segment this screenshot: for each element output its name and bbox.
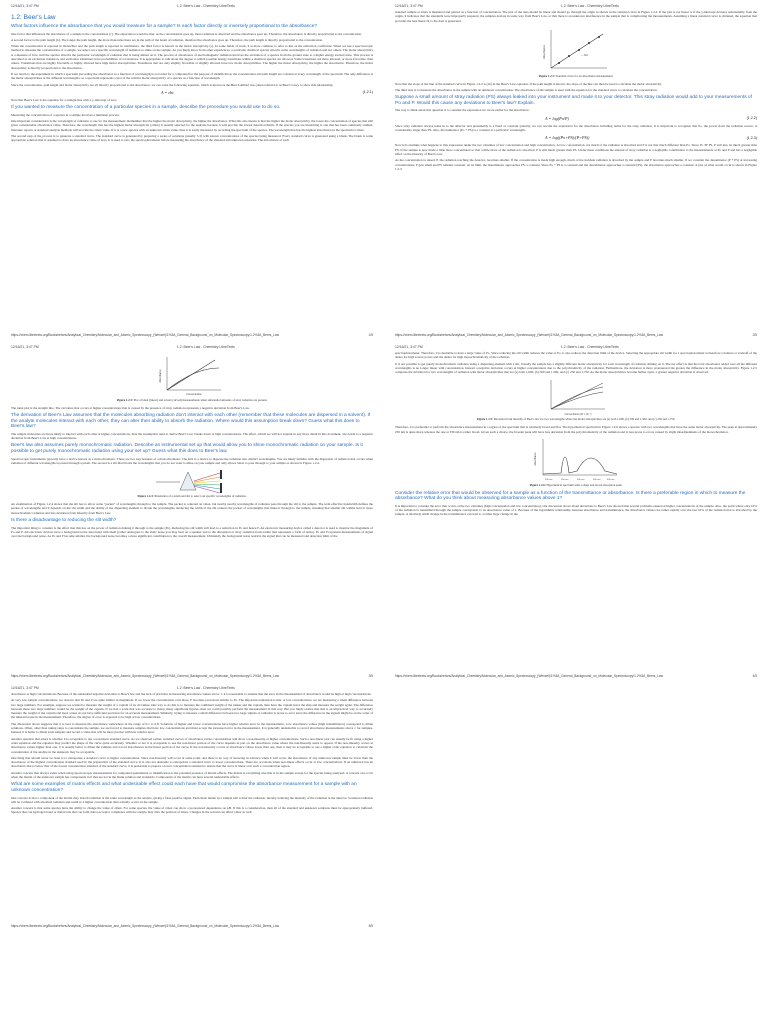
- paragraph: One thing that should never be done is to extrapolate a standard curve to higher concentrations. Since non-linearity will occur at some point, and there is no way of knowing in advance when it will occur, the absorbance of any unknown sample must be lower than the absorbance of the highest concentration standard used in the preparation of the standard curve. It is also not desirable to extrapolate a standard curve to lower concentrations. There are occasions when non-linear effects occur at low concentrations. If an unknown has an absorbance that is below that of the lowest concentration standard of the standard curve, it is preferable to prepare a lower concentration standard to ensure that the curve is linear over such a concentration region.: [11, 755, 373, 769]
- paragraph: Note that Beer's Law is the equation for a straight line with a y-intercept of zero.: [11, 97, 118, 102]
- axis-label-y: Absorbance: [159, 369, 162, 383]
- paragraph: Measuring the concentration of a species in a sample involves a multistep process.: [11, 112, 120, 117]
- paragraph: An examination of Figure 1.2.4 shows that the slit has to allow some "packet" of wavelengths through to the sample. The packet is centered on λmax, but nearby nearby wavelengths of radiation pass through the slit to the sample. The term effective bandwidth defines the packet of wavelengths and it depends on the slit width and the ability of the dispersing element to divide the wavelengths. Reducing the width of the slit reduces the packet of wavelengths that make it through to the sample, meaning that smaller slit widths lead to more monochromatic radiation and less deviation from linearity from Beer's Law.: [11, 502, 373, 515]
- paragraph: When the concentration is reported in moles/liter and the path length is reported in centimeters, the third factor is known as the molar absorptivity (ε). In some fields of work, it is more common to refer to this as the extinction coefficient. When we use a spectroscopic method to measure the concentration of a sample, we select out a specific wavelength of radiation to shine on the sample. As you likely know from other experiences, a particular chemical species absorbs some wavelengths of radiation and not others. The molar absorptivity is a measure of how well the species absorbs the particular wavelength of radiation that is being shined on it. The process of absorbance of electromagnetic radiation involves the excitation of a species from the ground state to a higher energy excited state. This process is described as an excitation transition, and excitation transitions have probabilities of occurrences. It is appropriate to talk about the degree to which possible energy transitions within a chemical species are allowed. Some transitions are more allowed, or more favorable, than others. Transitions that are highly favorable or highly allowed have high molar absorptivities. Transitions that are only slightly favorable or slightly allowed have low molar absorptivities. The higher the molar absorptivity, the higher the absorbance. Therefore, the molar absorptivity is directly proportional to the absorbance.: [11, 44, 373, 70]
- page-footer: [11, 924, 373, 928]
- stray-radiation-plot: [157, 354, 227, 398]
- paragraph: One concern is that a component of the matrix may absorb radiation at the same wavelength as the analyte, giving a false positive signal. Particulate matter in a sample will scatter the radiation, thereby reducing the intensity of the radiation at the detector. Scattered radiation will be confused with absorbed radiation and result in a higher concentration than actually occurs in the sample.: [11, 795, 373, 804]
- figure-caption: [530, 484, 623, 488]
- paragraph: spectrophotometer. Therefore, it is desirable to have a large value of Po. Since reducing the slit width reduces the value of Po, it also reduces the detection limit of the device. Selecting the appropriate slit width for a spectrophotometer is therefore a balance or tradeoff of the desire for high source power and the desire for high monochromaticity of the radiation.: [395, 351, 757, 360]
- paragraph: As the concentration is raised, P, the radiation reaching the detector, becomes smaller. If the concentration is made high enough, much of the incident radiation is absorbed by the sample and P becomes much smaller. If we consider the denominator (P + PS) at increasing concentrations, P gets small and PS remains constant. At its limit, the denominator approaches PS, a constant. Since Po + PS is a constant and the denominator approaches a constant (PS), the absorbance approaches a constant. A plot of what would occur is shown in Figure 1.2.3.: [395, 158, 757, 171]
- header-date: 12/16/21, 3:47 PM: [11, 4, 39, 8]
- header-title: 1.2: Beer's Law - Chemistry LibreTexts: [560, 345, 619, 349]
- question-heading: If you wanted to measure the concentration of a particular species in a sample, describe the procedure you would use to do so.: [11, 105, 281, 111]
- caption-text: Standard curve for an absorbance measurement.: [555, 73, 614, 78]
- question-heading: Beer's law also assumes purely monochromatic radiation. Describe an instrumental set up that would allow you to shine monochromatic radiation on your sample. Is it possible to get purely monochromatic radiation using your set up? Guess what this does to Beer's law.: [11, 443, 363, 455]
- caption-label: Figure 1.2.3:: [116, 398, 133, 402]
- header-title: 1.2: Beer's Law - Chemistry LibreTexts: [176, 686, 235, 690]
- figure-caption: [477, 418, 675, 422]
- page-header: [11, 345, 373, 351]
- figure-caption: [137, 495, 246, 499]
- figure-spectrum: [395, 437, 757, 488]
- spectrum-plot: [531, 437, 621, 483]
- paragraph: At very low sample concentrations, we observe that Po and P are quite similar in magnitude. If we lower the concentration a bit more, P becomes even more similar to Po. The important realization is that, at low concentrations, we are measuring a small difference between two large numbers. For example, suppose we wanted to measure the weight of a captain of an oil tanker. One way to do this is to measure the combined weight of the tanker and the captain, then have the captain leave the ship and measure the weight again. The difference between these two large numbers would be the weight of the captain. If we had a scale that was accurate to many, many significant figures, then we could possibly perform the measurement in this way. But you likely realize that this is an impractical way to accurately measure the weight of the captain and most scales do not have sufficient precision for an accurate measurement. Similarly, trying to measure a small difference between two large signals of radiation is prone to error since the difference in the signals might be on the order of the inherent noise in the measurement. Therefore, the degree of error is expected to be high at low concentrations.: [11, 698, 373, 720]
- page-footer: [395, 333, 757, 337]
- header-date: 12/16/21, 3:47 PM: [11, 345, 39, 349]
- paragraph: It is important to consider the error that occurs at the two extremes (high concentration and low concentration). Our discussion above about deviations to Beer's Law showed that several problems ensued at higher concentrations of the sample. Also, the point where only 10% of the radiation is transmitted through the sample corresponds to an absorbance value of 1. Because of the logarithmic relationship between absorbance and transmittance, the absorbance values rise rather rapidly over the last 10% of the radiation that is absorbed by the sample. A relatively small change in the transmittance can lead to a rather large change in the: [395, 503, 757, 517]
- equation-number: (1.2.1): [362, 90, 373, 95]
- page-header: [11, 4, 373, 10]
- prism-slit-illustration: [152, 468, 232, 494]
- header-title: 1.2: Beer's Law - Chemistry LibreTexts: [176, 4, 235, 8]
- paragraph: The way to think about this question is to consider the expression we wrote earlier for the absorbance.: [395, 108, 530, 113]
- footer-page-number: 2/5: [752, 333, 757, 337]
- caption-text: Hypothetical spectrum with a sharp and broad absorption peak.: [546, 482, 623, 487]
- document-page-1: [0, 0, 384, 341]
- paragraph: The sample molecules are more likely to interact with each other at higher concentrations, thus the assumption used to derive Beer's Law breaks down at high concentrations. The effect, which we will not explain in any more detail in this document, also leads to a negative deviation from Beer's Law at high concentrations.: [11, 431, 373, 441]
- paragraph: The ideal plot is the straight line. The curvature that occurs at higher concentrations that is caused by the presence of stray radiation represents a negative deviation from Beer's Law.: [11, 405, 250, 410]
- caption-label: Figure 1.2.5:: [476, 417, 494, 422]
- paragraph: The discussion above suggests that it is best to measure the absorbance somewhere in the range of 0.1 to 0.8. Solutions of higher and lower concentrations have higher relative error in the measurement. Low absorbance values (high transmittance) correspond to dilute solutions. Often, other than taking steps to concentrate the sample, we are forced to measure samples that have low concentrations and must accept the increased error in the measurement. It is generally undesirable to record absorbance measurements above 1 for samples. Instead, it is better to dilute such samples and record a value that will be more precise with less relative error.: [11, 721, 373, 735]
- question-heading: The derivation of Beer's Law assumes that the molecules absorbing radiation don't interact with each other (remember that these molecules are dispersed in a solvent). If the analyte molecules interact with each other, they can alter their ability to absorb the radiation. Where would this assumption break down? Guess what this does to Beer's law?: [11, 413, 371, 430]
- paragraph: absorbance at high concentrations. Because of the substantial negative deviation to Beer's law and the lack of precision in measuring absorbance values above 1, it is reasonable to assume that the error in the measurement of absorbance would be high at high concentrations.: [11, 692, 372, 696]
- standard-curve-plot: [541, 26, 611, 74]
- axis-label-x: Concentration: [186, 393, 202, 396]
- header-date: 12/16/21, 3:47 PM: [11, 686, 39, 690]
- deviation-plot: [541, 377, 611, 417]
- caption-label: Figure 1.2.2:: [538, 73, 555, 78]
- question-heading: Consider the relative error that would be observed for a sample as a function of the transmittance or absorbance. Is there a preferable region in which to measure the absorbance? What do you think about measuring absorbance values above 1?: [395, 490, 746, 502]
- paragraph: It is not possible to get purely monochromatic radiation using a dispersing element with a slit. Usually the sample has a slightly different molar absorptivity for each wavelength of radiation shining on it. The net effect is that the total absorbance added over all the different wavelengths is no longer linear with concentration. Instead a negative deviation occurs at higher concentrations due to the polychromicity of the radiation. Furthermore, the deviation is more pronounced the greater the difference in the molar absorptivity. Figure 1.2.5 compares the deviation for two wavelengths of radiation with molar absorptivities that are (a) both 1,000, (b) 500 and 1,500, and (c) 250 and 1,750. As the molar absorptivities become farther apart, a greater negative deviation is observed.: [395, 361, 757, 375]
- paragraph: Another concern is that some species have the ability to change the value of λmax. For some species, the value of λmax can show a pronounced dependence on pH. If this is a consideration, then all of the standard and unknown solutions must be appropriately buffered. Species that can hydrogen bond or metal ions that can form donor-acceptor complexes with the analyte may alter the position of λmax. Changes in the solvent can affect λmax as well.: [11, 806, 373, 815]
- tick-label: 250 nm: [561, 478, 569, 481]
- footer-url[interactable]: https://chem.libretexts.org/Bookshelves/Analytical_Chemistry/Molecular_and_Atomic_Spectroscopy_(Wenzel)/1%3A_General_Background_on_Molecular_Spectroscopy/1.2%3A_Beers_Law: [395, 333, 664, 337]
- paragraph: If we return to the experiment in which a spectrum (recording the absorbance as a function of wavelength) is recorded for a compound for the purpose of identification, the concentration and path length are constant at every wavelength of the spectrum. The only difference is the molar absorptivities at the different wavelengths, so a spectrum represents a plot of the relative molar absorptivity of a species as a function of wavelength.: [11, 71, 373, 81]
- question-heading: Suppose a small amount of stray radiation (PS) always leaked into your instrument and made it to your detector. This stray radiation would add to your measurements of Po and P. Would this cause any deviations to Beer's law? Explain.: [395, 95, 752, 106]
- caption-label: Figure 1.2.6:: [529, 482, 546, 487]
- paragraph: Now let's examine what happens to this expression under the two extremes of low concentration and high concentration. At low concentration, not much of the radiation is absorbed and P is not that much different than Po. Since Po ≫ PS, P will also be much greater than PS. If the sample is now made a little more concentrated so that a little more of the radiation is absorbed, P is still much greater than PS. Under these conditions the amount of stray radiation is a negligible contribution to the measurements of Po and P and has a negligible effect on the linearity of Beer's Law.: [395, 143, 757, 156]
- paragraph: Another question that arises is whether it is acceptable to use a non-linear standard curve. As we observed earlier, standard curves of absorbance versus concentration will show a non-linearity at higher concentrations. Such a non-linear plot can usually be fit using a higher order equation and the equation may predict the shape of the curve quite accurately. Whether or not it is acceptable to use the non-linear portion of the curve depends in part on the absorbance value where the non-linearity starts to appear. If the non-linearity occurs at absorbance values higher than one, it is usually better to dilute the samples and record absorbances in the linear portion of the curve. If the non-linearity occurs at absorbance values lower than one, then it may be acceptable to use a higher order equation to calculate the concentration of the analyte in the unknown may be acceptable.: [11, 736, 373, 754]
- equation: [395, 116, 757, 121]
- document-page-2: [384, 0, 768, 341]
- axis-label-x: Concentration (M × 10⁻⁴): [564, 413, 592, 417]
- figure-caption: [117, 399, 268, 403]
- figure-caption: [539, 75, 614, 79]
- caption-text: Deviation from linearity of Beer's law for two wavelengths where the molar absorptivities are (a) both 1,000, (b) 500 and 1,500, and (c) 250 and 1,750.: [493, 417, 676, 422]
- equation: [11, 90, 373, 95]
- caption-label: Figure 1.2.4:: [137, 494, 154, 499]
- figure-deviation-plot: [395, 377, 757, 422]
- paragraph: The important thing to consider is the effect that this has on the power of radiation making it through to the sample (Po). Reducing the slit width will lead to a reduction in Po and hence P. An electronic measuring device called a detector is used to monitor the magnitude of Po and P. All electronic devices have a background noise associated with them (rather analogous to the static noise you may hear on a speaker and to the discussion of stray radiation from earlier that represents a form of noise). Po and P represent measurements of signal over the background noise. As Po and P become smaller, the background noise becomes a more significant contribution to the overall measurement. Ultimately the background noise restricts the signal that can be measured and detection limit of the: [11, 525, 373, 539]
- axis-label-y: Absorbance: [534, 452, 537, 466]
- header-title: 1.2: Beer's Law - Chemistry LibreTexts: [176, 345, 235, 349]
- footer-page-number: 1/5: [368, 333, 373, 337]
- footer-url[interactable]: https://chem.libretexts.org/Bookshelves/Analytical_Chemistry/Molecular_and_Atomic_Spectroscopy_(Wenzel)/1%3A_General_Background_on_Molecular_Spectroscopy/1.2%3A_Beers_Law: [395, 674, 664, 678]
- footer-url[interactable]: https://chem.libretexts.org/Bookshelves/Analytical_Chemistry/Molecular_and_Atomic_Spectroscopy_(Wenzel)/1%3A_General_Background_on_Molecular_Spectroscopy/1.2%3A_Beers_Law: [11, 924, 280, 928]
- page-footer: [11, 333, 373, 337]
- figure-standard-curve: [395, 26, 757, 79]
- paragraph: Since the concentration, path length and molar absorptivity are all directly proportional to the absorbance, we can write the following equation, which is known as the Beer-Lambert law (often referred to as Beer's Law), to show this relationship.: [11, 82, 334, 87]
- footer-url[interactable]: https://chem.libretexts.org/Bookshelves/Analytical_Chemistry/Molecular_and_Atomic_Spectroscopy_(Wenzel)/1%3A_General_Background_on_Molecular_Spectroscopy/1.2%3A_Beers_Law: [11, 674, 280, 678]
- figure-stray-radiation-plot: [11, 354, 373, 403]
- equation: [395, 135, 757, 140]
- footer-page-number: 4/5: [752, 674, 757, 678]
- question-heading: What are some examples of matrix effects and what undesirable effect could each have that would compromise the absorbance measurement for a sample with an unknown concentration?: [11, 782, 357, 793]
- question-heading: Is there a disadvantage to reducing the slit width?: [11, 517, 117, 523]
- page-footer: [395, 674, 757, 678]
- paragraph: Therefore, it is preferable to perform the absorbance measurement in a region of the spectrum that is relatively broad and flat. The hypothetical spectrum in Figure 1.2.6 shows a species with two wavelengths that have the same molar absorptivity. The peak at approximately 250 nm is quite sharp whereas the one at 330 nm is rather broad. Given such a choice, the broader peak will have less deviation from the polychromaticity of the radiation and is less prone to errors caused by slight misadjustments of the monochromator.: [395, 425, 757, 434]
- page-title: 1.2: Beer's Law: [11, 14, 56, 21]
- footer-page-number: 5/5: [368, 924, 373, 928]
- paragraph: Another concern that always exists when using spectroscopic measurements for compound quantitation or identification is the potential presence of matrix effects. The matrix is everything else that is in the sample except for the species being analyzed. A concern can occur when the matrix of the unknown sample has components in it that are not in the blank solution and standards. Components of the matrix can have several undesirable effects.: [11, 770, 373, 780]
- equation-body: A = log(Po/P): [545, 115, 569, 121]
- header-title: 1.2: Beer's Law - Chemistry LibreTexts: [560, 4, 619, 8]
- tick-label: 200 nm: [545, 478, 553, 481]
- document-page-5: [0, 682, 384, 1023]
- document-page-4: [384, 341, 768, 682]
- question-heading: What factors influence the absorbance that you would measure for a sample? Is each factor directly or inversely proportional to the absorbance?: [11, 24, 318, 29]
- header-date: 12/16/21, 3:47 PM: [395, 4, 423, 8]
- paragraph: Since stray radiation always leaks in to the detector and presumably is a fixed or constant quantity, we can rewrite the expression for the absorbance including terms for the stray radiation. It is important to recognize that Po, the power from the radiation source, is considerably larger than PS. Also, the numerator (Po + PS) is a constant at a particular wavelength.: [395, 123, 757, 133]
- axis-label-y: Absorbance: [543, 44, 546, 59]
- document-page-3: [0, 341, 384, 682]
- tick-label: 400 nm: [607, 478, 615, 481]
- equation-body: A = εbc: [161, 89, 175, 95]
- figure-prism: [11, 468, 373, 499]
- footer-page-number: 3/5: [368, 674, 373, 678]
- caption-text: Illustration of a prism and slit to select out specific wavelengths of radiation.: [154, 494, 247, 499]
- equation-number: (1.2.2): [746, 116, 757, 121]
- legend-std: — Std: [581, 53, 588, 57]
- tick-label: 350 nm: [593, 478, 601, 481]
- tick-label: 300 nm: [577, 478, 585, 481]
- equation-number: (1.2.3): [746, 135, 757, 140]
- paragraph: standard sample at λmax is measured and plotted as a function of concentration. The plot of the data should be linear and should go through the origin as shown in the standard curve in Figure 1.2.2. If the plot is not linear or if the y-intercept deviates substantially from the origin, it indicates that the standards were improperly prepared, the samples deviate in some way from Beer's Law, or that there is an unknown interference in the sample that is complicating the measurements. Assuming a linear standard curve is obtained, the equation that provides the best linear fit to the data is generated.: [395, 10, 757, 23]
- equation-body: A = log((Po+PS)/(P+PS)): [545, 135, 590, 141]
- paragraph: Note that the slope of the line of the standard curve in Figure 1.2.2 is (εb) in the Beer's Law equation. If the path length is known, the slope of the line can then be used to calculate the molar absorptivity.: [395, 81, 662, 86]
- paragraph: A second factor is the path length (b). The longer the path length, the more molecules there are in the path of the beam of radiation, therefore the absorbance goes up. Therefore, the path length is directly proportional to the concentration.: [11, 37, 323, 42]
- page-footer: [11, 674, 373, 678]
- paragraph: Spectroscopic instruments typically have a device known as a monochromator. There are two key features of a monochromator. The first is a device to disperse the radiation into distinct wavelengths. You are likely familiar with the dispersion of radiation that occurs when radiation of different wavelengths is passed through a prism. The second is a slit that blocks the wavelengths that you do not want to shine on your sample and only allows λmax to pass through to your sample as shown in Figure 1.2.4.: [11, 456, 373, 465]
- caption-text: Plot of ideal (linear) and actual (curved) measurements when substantial amounts of stray radiation are present.: [133, 398, 268, 402]
- paragraph: One important consideration is the wavelength of radiation to use for the measurement. Remember that the higher the molar absorptivity, the higher the absorbance. What this also means is that the higher the molar absorptivity, the lower the concentration of species that still gives a measurable absorbance value. Therefore, the wavelength that has the highest molar absorptivity (λmax) is usually selected for the analysis because it will provide the lowest detection limits. If the species you are measuring is one that has been commonly studied, literature reports or standard analysis methods will provide the λmax value. If it is a new species with an unknown λmax value, then it is easily measured by recording the spectrum of the species. The wavelength that has the highest absorbance in the spectrum is λmax.: [11, 119, 373, 132]
- header-date: 12/16/21, 3:47 PM: [395, 345, 423, 349]
- paragraph: One factor that influences the absorbance of a sample is the concentration (c). The expectation would be that, as the concentration goes up, more radiation is absorbed and the absorbance goes up. Therefore, the absorbance is directly proportional to the concentration.: [11, 31, 362, 36]
- footer-url[interactable]: https://chem.libretexts.org/Bookshelves/Analytical_Chemistry/Molecular_and_Atomic_Spectroscopy_(Wenzel)/1%3A_General_Background_on_Molecular_Spectroscopy/1.2%3A_Beers_Law: [11, 333, 280, 337]
- paragraph: The second step of the process is to generate a standard curve. The standard curve is generated by preparing a series of solutions (usually 3-5) with known concentrations of the species being measured. Every standard curve is generated using a blank. The blank is some appropriate solution that is assumed to have an absorbance value of zero. It is used to zero the spectrophotometer before measuring the absorbance of the standard and unknown solutions. The absorbance of each: [11, 133, 373, 143]
- paragraph: The third step is to measure the absorbance in the sample with an unknown concentration. The absorbance of the sample is used with the equation for the standard curve to calculate the concentration.: [395, 87, 658, 92]
